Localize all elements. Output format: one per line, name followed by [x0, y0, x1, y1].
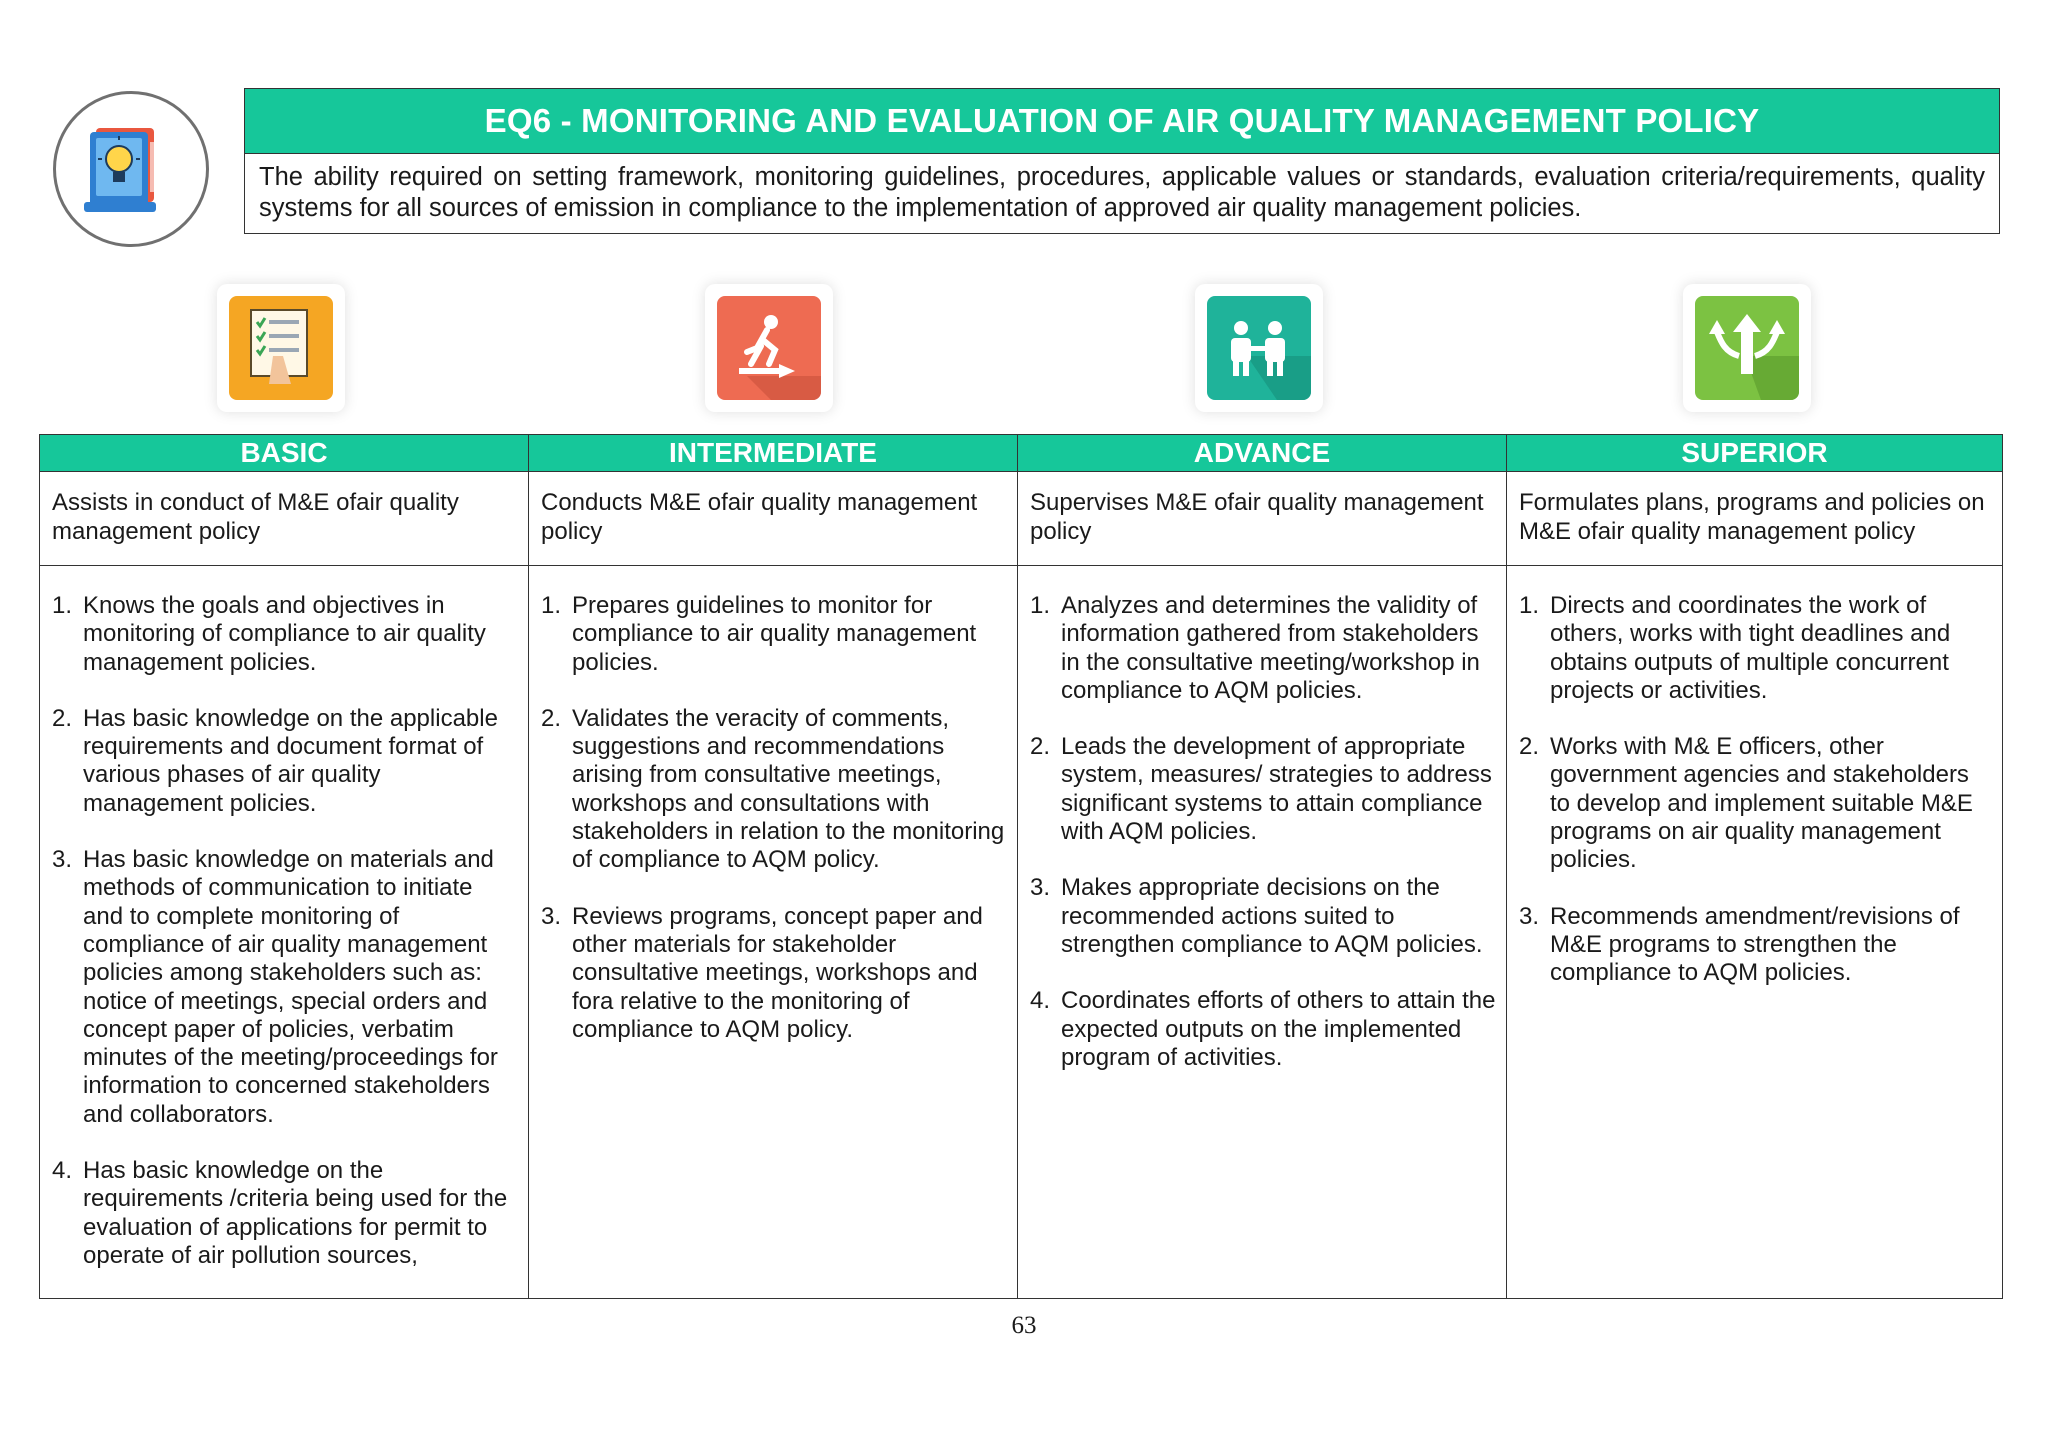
item-number: 2. [541, 704, 562, 732]
proficiency-levels-table [39, 434, 2003, 1299]
up-arrows-icon [1683, 284, 1811, 412]
list-item [541, 903, 1007, 1044]
team-people-icon [1195, 284, 1323, 412]
level-header-basic: BASIC [40, 435, 529, 472]
item-text: Recommends amendment/revisions of M&E programs to strengthen the compliance to AQM policies. [1550, 902, 1960, 987]
item-number: 1. [1519, 592, 1540, 619]
item-text: Works with M& E officers, other government agencies and stakeholders to develop and implement suitable M&E programs on air quality management policies. [1550, 733, 1973, 874]
list-item [1030, 874, 1496, 959]
item-number: 3. [1030, 874, 1051, 902]
item-number: 3. [52, 846, 73, 874]
item-text: Analyzes and determines the validity of information gathered from stakeholders in the consultative meeting/workshop in compliance to AQM policies. [1061, 592, 1480, 704]
list-item [541, 705, 1007, 875]
item-number: 2. [1519, 733, 1540, 761]
page-number: 63 [1011, 1312, 1037, 1339]
item-text: Reviews programs, concept paper and other materials for stakeholder consultative meetings, workshops and fora relative to the monitoring of compliance to AQM policy. [572, 902, 983, 1043]
list-item [1519, 733, 1992, 874]
competency-description: The ability required on setting framework, monitoring guidelines, procedures, applicable values or standards, evaluation criteria/requirements, quality systems for all sources of emission in compliance to the implementation of approved air quality management policies. [259, 163, 1985, 222]
competency-header [244, 88, 2000, 234]
level-indicators-intermediate [529, 566, 1018, 1299]
list-item [1519, 903, 1992, 988]
level-summary-intermediate: Conducts M&E ofair quality management policy [529, 472, 1018, 566]
item-number: 3. [1519, 902, 1540, 930]
level-header-superior: SUPERIOR [1507, 435, 2003, 472]
page-title: EQ6 - MONITORING AND EVALUATION OF AIR QUALITY MANAGEMENT POLICY [245, 89, 1999, 154]
list-item [52, 592, 518, 677]
list-item [52, 846, 518, 1129]
list-item [1030, 592, 1496, 705]
item-text: Prepares guidelines to monitor for compliance to air quality management policies. [572, 592, 977, 676]
level-header-intermediate: INTERMEDIATE [529, 435, 1018, 472]
list-item [541, 592, 1007, 677]
list-item [52, 705, 518, 818]
level-header-advance: ADVANCE [1018, 435, 1507, 472]
item-number: 4. [1030, 987, 1051, 1015]
item-number: 4. [52, 1157, 73, 1185]
item-text: Leads the development of appropriate system, measures/ strategies to address significant systems to attain compliance with AQM policies. [1061, 733, 1492, 846]
item-text: Makes appropriate decisions on the recommended actions suited to strengthen compliance to AQM policies. [1061, 874, 1483, 958]
list-item [1030, 987, 1496, 1072]
item-text: Has basic knowledge on the applicable requirements and document format of various phases of air quality management policies. [83, 704, 498, 817]
item-text: Knows the goals and objectives in monitoring of compliance to air quality management policies. [83, 592, 486, 676]
item-number: 1. [52, 592, 73, 619]
level-summary-basic: Assists in conduct of M&E ofair quality management policy [40, 472, 529, 566]
level-summary-advance: Supervises M&E ofair quality management policy [1018, 472, 1507, 566]
item-number: 1. [541, 592, 562, 619]
level-indicators-superior [1507, 566, 2003, 1299]
list-item [1030, 733, 1496, 846]
item-text: Coordinates efforts of others to attain the expected outputs on the implemented program of activities. [1061, 987, 1496, 1071]
item-text: Has basic knowledge on the requirements /criteria being used for the evaluation of applications for permit to operate of air pollution sources, [83, 1157, 508, 1269]
item-text: Has basic knowledge on materials and methods of communication to initiate and to complete monitoring of compliance of air quality management policies among stakeholders such as: notice of meetings, special orders and concept paper of policies, verbatim minutes of the meeting/proceedings for information to concerned stakeholders and collaborators. [83, 846, 498, 1128]
level-summary-superior: Formulates plans, programs and policies on M&E ofair quality management policy [1507, 472, 2003, 566]
item-text: Validates the veracity of comments, suggestions and recommendations arising from consultative meetings, workshops and consultations with stakeholders in relation to the monitoring of compliance to AQM policy. [572, 704, 1005, 874]
list-item [52, 1157, 518, 1270]
item-number: 2. [1030, 733, 1051, 761]
level-indicators-basic [40, 566, 529, 1299]
item-text: Directs and coordinates the work of others, works with tight deadlines and obtains outputs of multiple concurrent projects or activities. [1550, 592, 1951, 704]
checklist-icon [217, 284, 345, 412]
item-number: 3. [541, 902, 562, 930]
item-number: 1. [1030, 592, 1051, 619]
list-item [1519, 592, 1992, 705]
item-number: 2. [52, 704, 73, 732]
level-indicators-advance [1018, 566, 1507, 1299]
running-exit-icon [705, 284, 833, 412]
book-lightbulb-icon [53, 91, 209, 247]
